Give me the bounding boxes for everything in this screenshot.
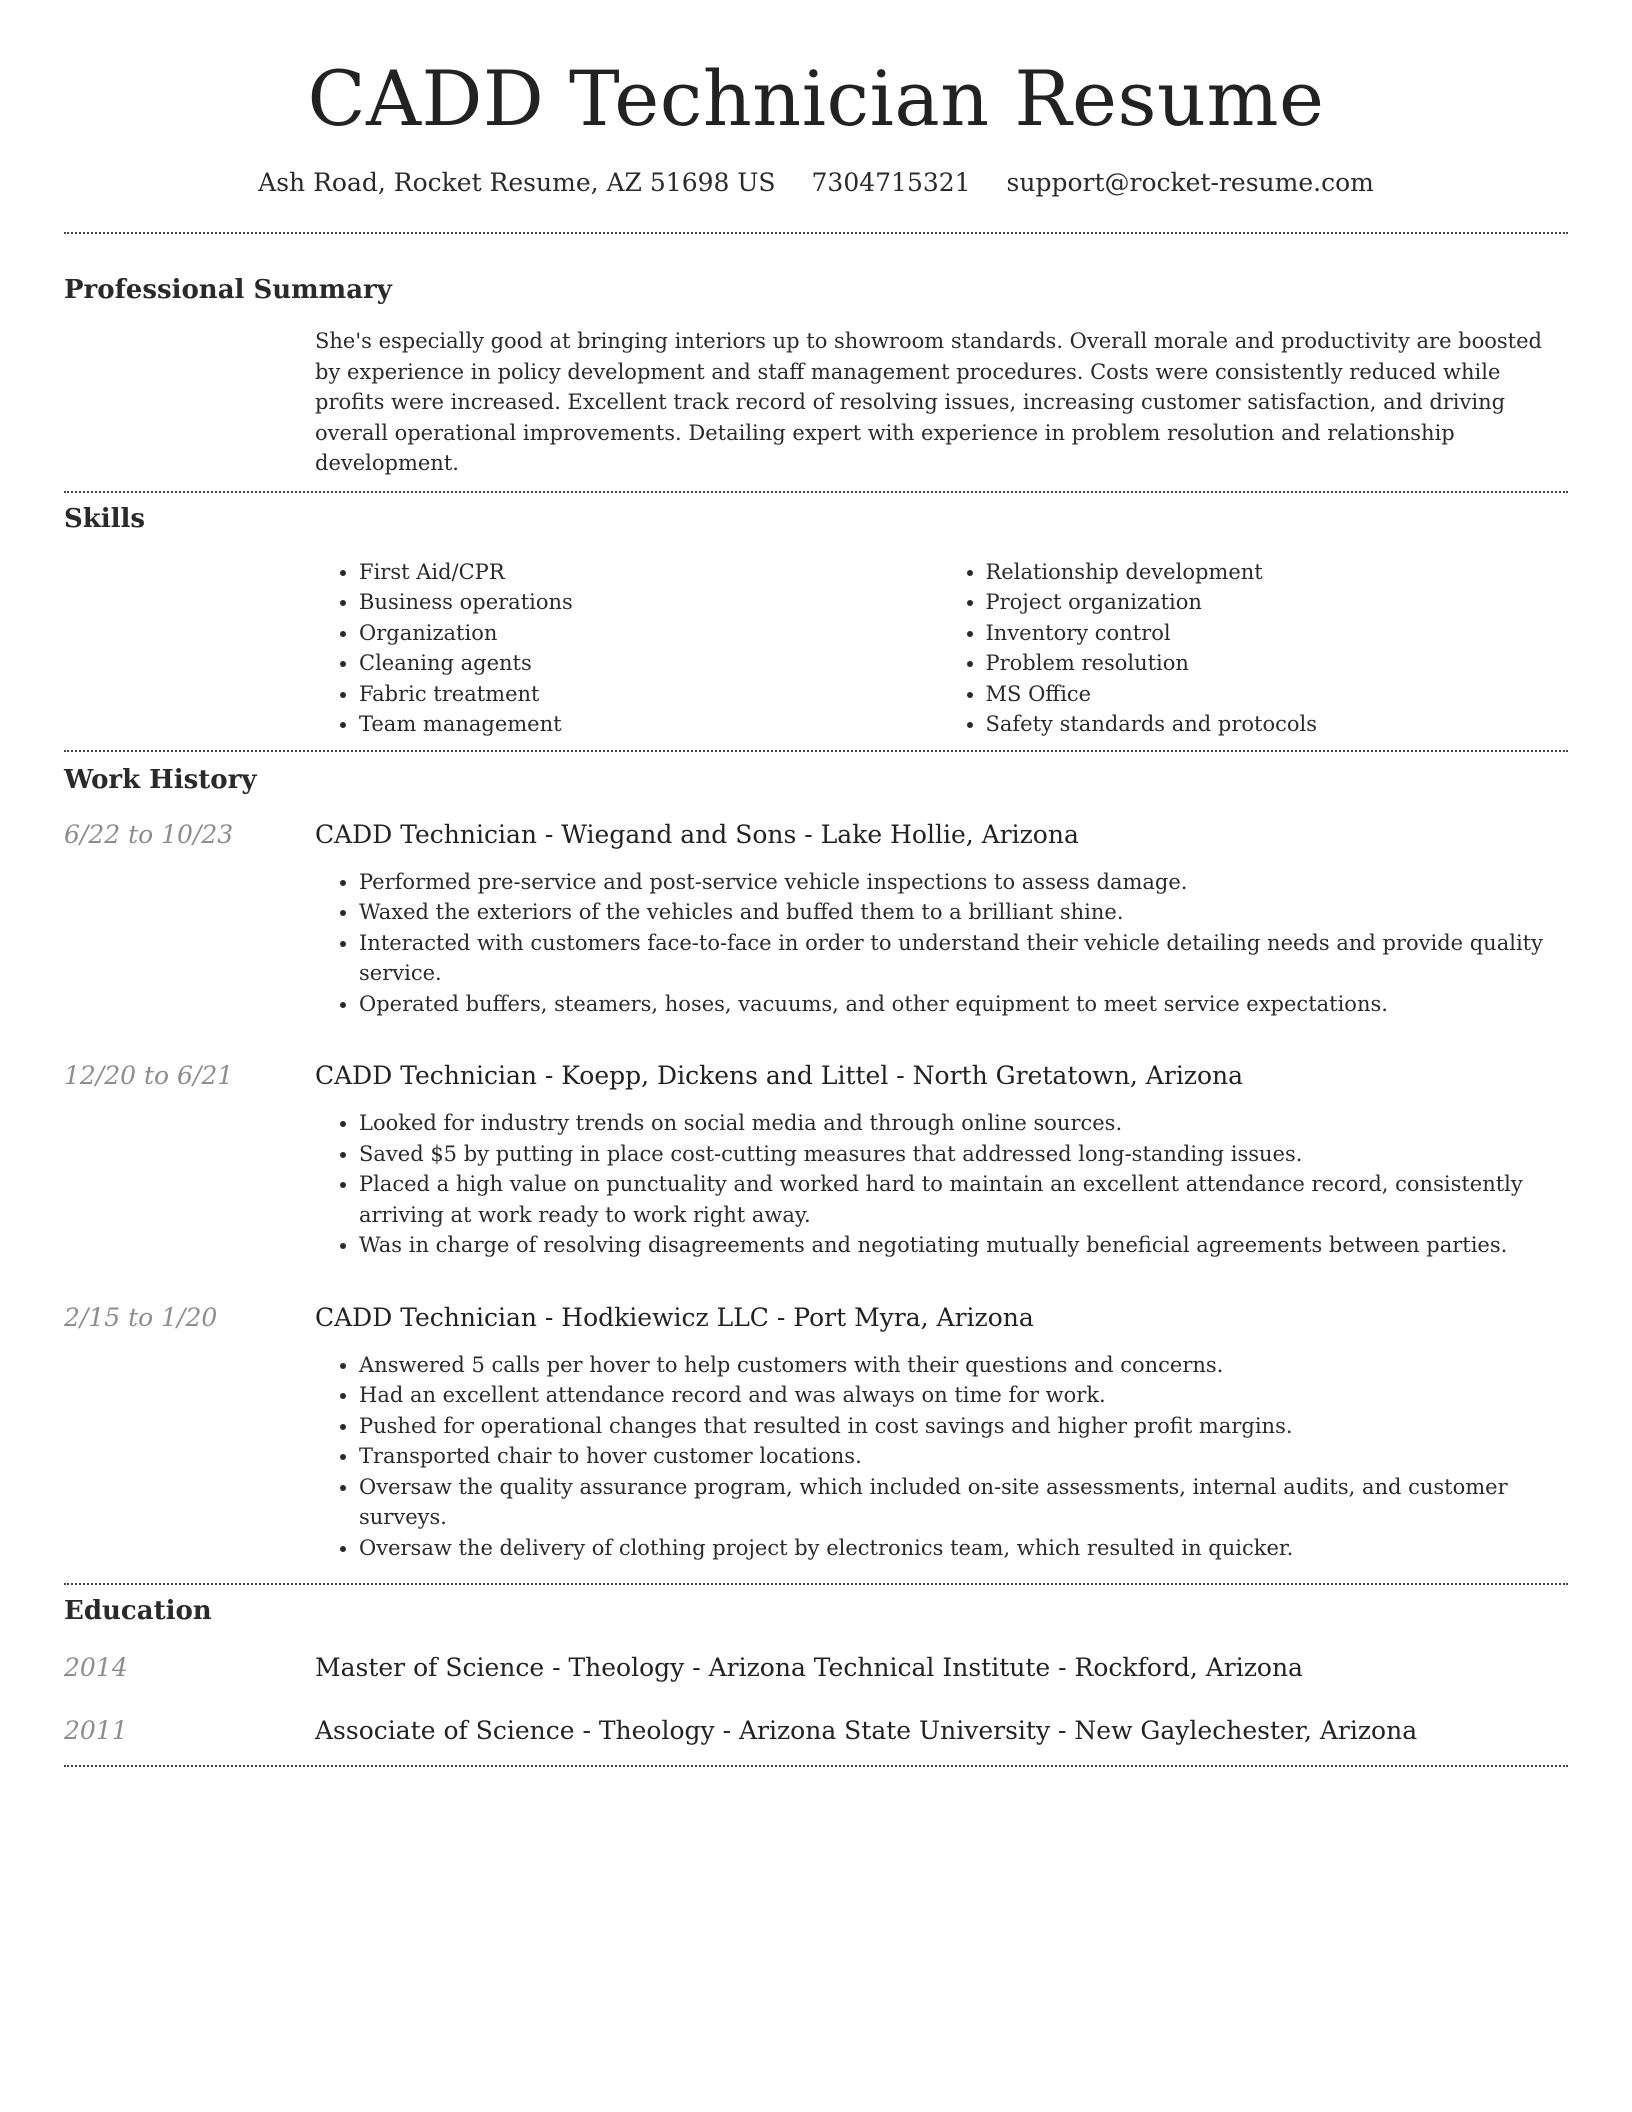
skills-section [64,503,1568,740]
section-divider [64,750,1568,752]
summary-text: She's especially good at bringing interiors up to showroom standards. Overall morale and productivity are boosted by experience in policy development and staff management procedures. Costs were consistently reduced while profits were increased. Excellent track record of resolving issues, increasing customer satisfaction, and driving overall operational improvements. Detailing expert with experience in problem resolution and relationship development. [315,329,1542,475]
skill-item: • Inventory control [986,618,1569,649]
job-bullet: • Oversaw the quality assurance program, which included on-site assessments, internal audits, and customer surveys. [359,1472,1568,1533]
job-dates: 6/22 to 10/23 [64,819,234,849]
education-entry [64,1716,1568,1745]
education-title: Master of Science - Theology - Arizona Technical Institute - Rockford, Arizona [315,1653,1303,1682]
skill-item: • Safety standards and protocols [986,709,1569,740]
job-bullet: • Was in charge of resolving disagreements and negotiating mutually beneficial agreements between parties. [359,1230,1568,1261]
job-bullets [315,867,1568,1020]
contact-phone: 7304715321 [811,168,971,197]
job-bullet: • Performed pre-service and post-service vehicle inspections to assess damage. [359,867,1568,898]
summary-section [64,274,1568,479]
skills-list-left [315,557,942,740]
job-dates: 12/20 to 6/21 [64,1061,234,1090]
job-bullets [315,1108,1568,1261]
job-bullet: • Placed a high value on punctuality and worked hard to maintain an excellent attendance record, consistently arriving at work ready to work right away. [359,1169,1568,1230]
skill-item: • Fabric treatment [359,679,942,710]
skill-item: • Cleaning agents [359,648,942,679]
job-header [64,1303,1568,1332]
skill-item: • First Aid/CPR [359,557,942,588]
contact-email: support@rocket-resume.com [1006,168,1374,197]
job-entry [64,1303,1568,1564]
skill-item: • Business operations [359,587,942,618]
skill-item: • Organization [359,618,942,649]
section-divider [64,1583,1568,1585]
job-bullet: • Interacted with customers face-to-face in order to understand their vehicle detailing needs and provide quality service. [359,928,1568,989]
job-bullet: • Saved $5 by putting in place cost-cutting measures that addressed long-standing issues. [359,1139,1568,1170]
job-bullet: • Pushed for operational changes that resulted in cost savings and higher profit margins. [359,1411,1568,1442]
section-divider [64,491,1568,493]
education-year: 2011 [64,1716,128,1745]
job-bullet: • Transported chair to hover customer locations. [359,1441,1568,1472]
resume-title: CADD Technician Resume [307,54,1325,143]
education-section [64,1595,1568,1745]
job-entry [64,1061,1568,1261]
section-divider [64,1765,1568,1767]
job-bullet: • Waxed the exteriors of the vehicles and buffed them to a brilliant shine. [359,897,1568,928]
work-history-heading: Work History [64,764,257,795]
job-bullet: • Oversaw the delivery of clothing project by electronics team, which resulted in quicker. [359,1533,1568,1564]
skills-columns [315,557,1568,740]
skill-item: • Relationship development [986,557,1569,588]
job-bullet: • Answered 5 calls per hover to help customers with their questions and concerns. [359,1350,1568,1381]
job-title: CADD Technician - Wiegand and Sons - Lake Hollie, Arizona [315,819,1079,849]
resume-page [64,0,1568,1767]
skill-item: • Team management [359,709,942,740]
education-entry [64,1653,1568,1682]
job-bullet: • Looked for industry trends on social media and through online sources. [359,1108,1568,1139]
skills-heading: Skills [64,503,146,534]
work-history-section [64,764,1568,1564]
skill-item: • Problem resolution [986,648,1569,679]
contact-address: Ash Road, Rocket Resume, AZ 51698 US [258,168,776,197]
section-divider [64,232,1568,234]
job-title: CADD Technician - Koepp, Dickens and Littel - North Gretatown, Arizona [315,1061,1244,1090]
job-title: CADD Technician - Hodkiewicz LLC - Port Myra, Arizona [315,1302,1034,1332]
skill-item: • Project organization [986,587,1569,618]
contact-line [64,168,1568,198]
education-heading: Education [64,1596,212,1626]
education-year: 2014 [64,1653,128,1682]
job-header [64,1061,1568,1090]
job-bullet: • Operated buffers, steamers, hoses, vacuums, and other equipment to meet service expectations. [359,989,1568,1020]
education-title: Associate of Science - Theology - Arizona State University - New Gaylechester, Arizona [315,1716,1418,1745]
job-entry [64,820,1568,1020]
job-bullets [315,1350,1568,1564]
skill-item: • MS Office [986,679,1569,710]
skills-list-right [942,557,1569,740]
job-header [64,820,1568,849]
job-dates: 2/15 to 1/20 [64,1302,218,1332]
summary-heading: Professional Summary [64,275,392,305]
job-bullet: • Had an excellent attendance record and was always on time for work. [359,1380,1568,1411]
